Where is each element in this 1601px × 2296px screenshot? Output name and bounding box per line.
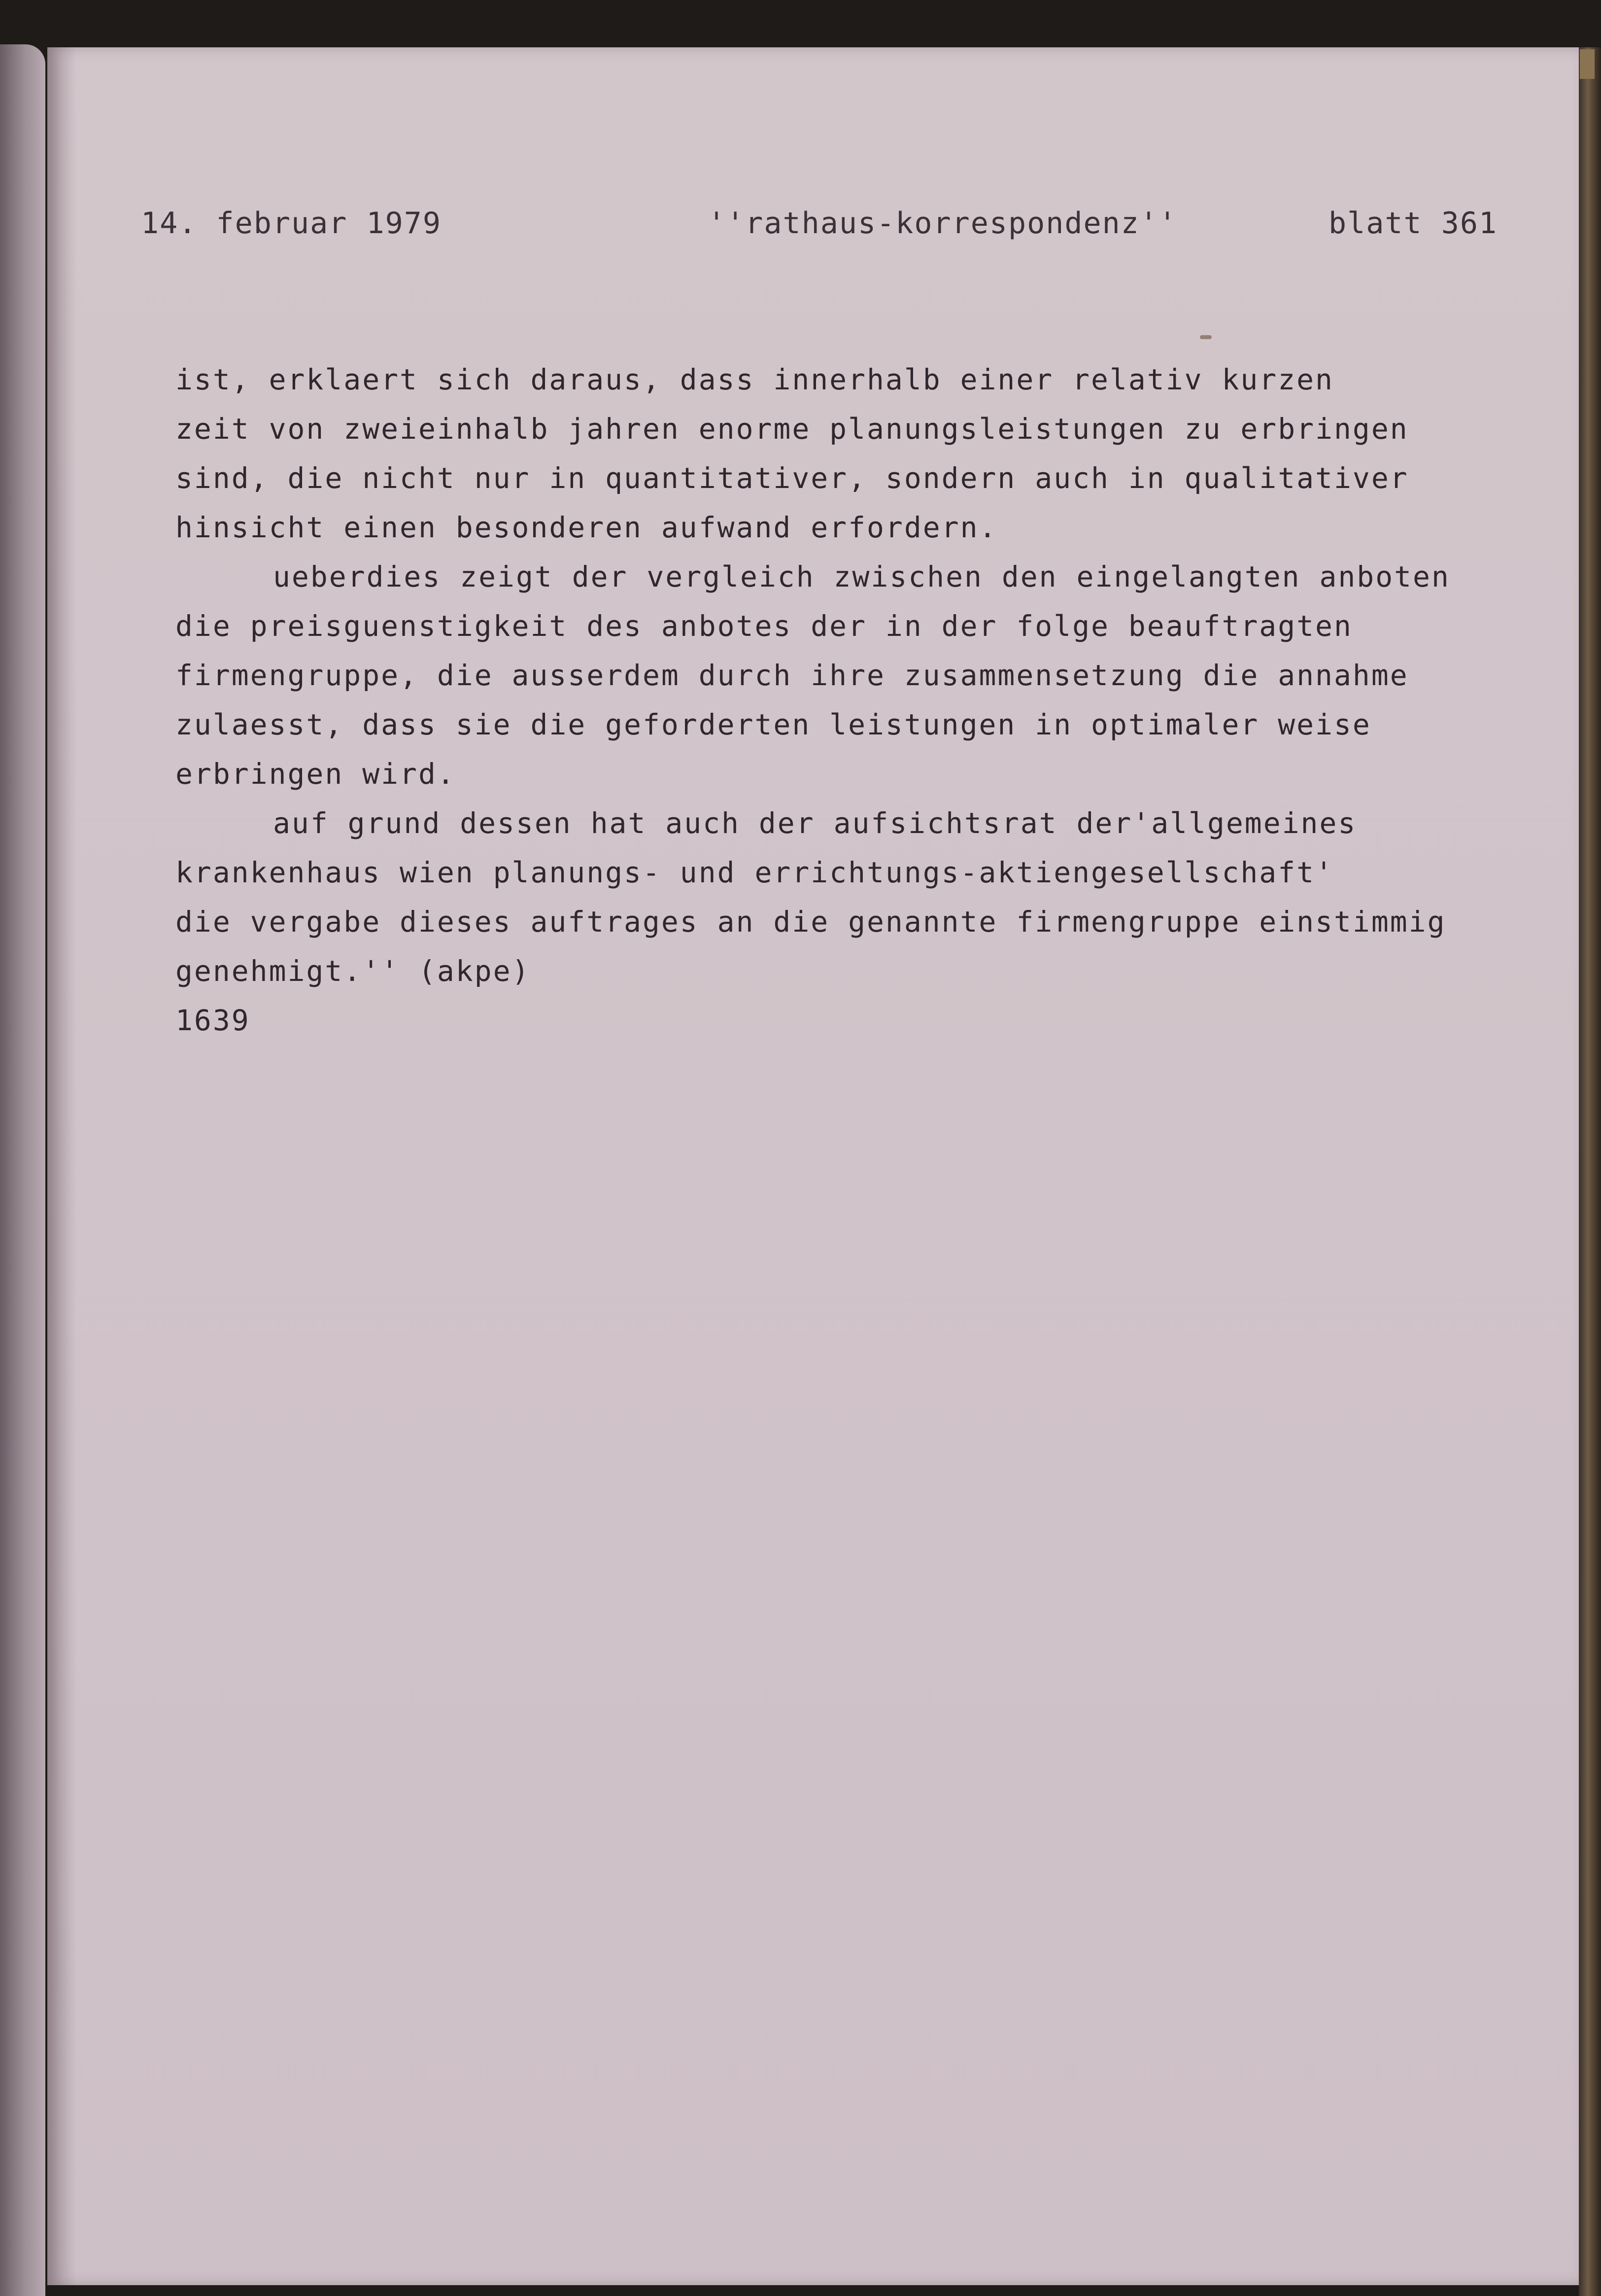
binding-tab bbox=[1580, 49, 1595, 79]
header-title: ''rathaus-korrespondenz'' bbox=[708, 206, 1178, 241]
body-text bbox=[175, 355, 1555, 1045]
text-line: firmengruppe, die ausserdem durch ihre zusammensetzung die annahme bbox=[175, 659, 1409, 692]
text-line: erbringen wird. bbox=[175, 757, 456, 791]
left-page-edge bbox=[0, 44, 45, 2296]
text-line: zulaesst, dass sie die geforderten leistungen in optimaler weise bbox=[175, 708, 1371, 741]
text-line: sind, die nicht nur in quantitativer, sondern auch in qualitativer bbox=[175, 461, 1409, 495]
ink-speck bbox=[1200, 335, 1212, 339]
text-line: die preisguenstigkeit des anbotes der in der folge beauftragten bbox=[175, 609, 1353, 643]
text-line: die vergabe dieses auftrages an die genannte firmengruppe einstimmig bbox=[175, 905, 1446, 939]
text-line: zeit von zweieinhalb jahren enorme planungsleistungen zu erbringen bbox=[175, 412, 1409, 446]
text-line: krankenhaus wien planungs- und errichtungs-aktiengesellschaft' bbox=[175, 856, 1334, 889]
header-date: 14. februar 1979 bbox=[141, 206, 442, 241]
text-line: ist, erklaert sich daraus, dass innerhalb einer relativ kurzen bbox=[175, 363, 1334, 396]
book-binding-edge bbox=[1579, 47, 1601, 2296]
gutter-shadow bbox=[47, 47, 77, 2285]
text-line: auf grund dessen hat auch der aufsichtsrat der'allgemeines bbox=[273, 806, 1357, 840]
text-line: genehmigt.'' (akpe) bbox=[175, 954, 531, 988]
header-sheet-number: blatt 361 bbox=[1328, 206, 1498, 241]
text-line: hinsicht einen besonderen aufwand erfordern. bbox=[175, 511, 998, 544]
text-line: ueberdies zeigt der vergleich zwischen den eingelangten anboten bbox=[273, 560, 1450, 593]
reference-number: 1639 bbox=[175, 1004, 250, 1037]
